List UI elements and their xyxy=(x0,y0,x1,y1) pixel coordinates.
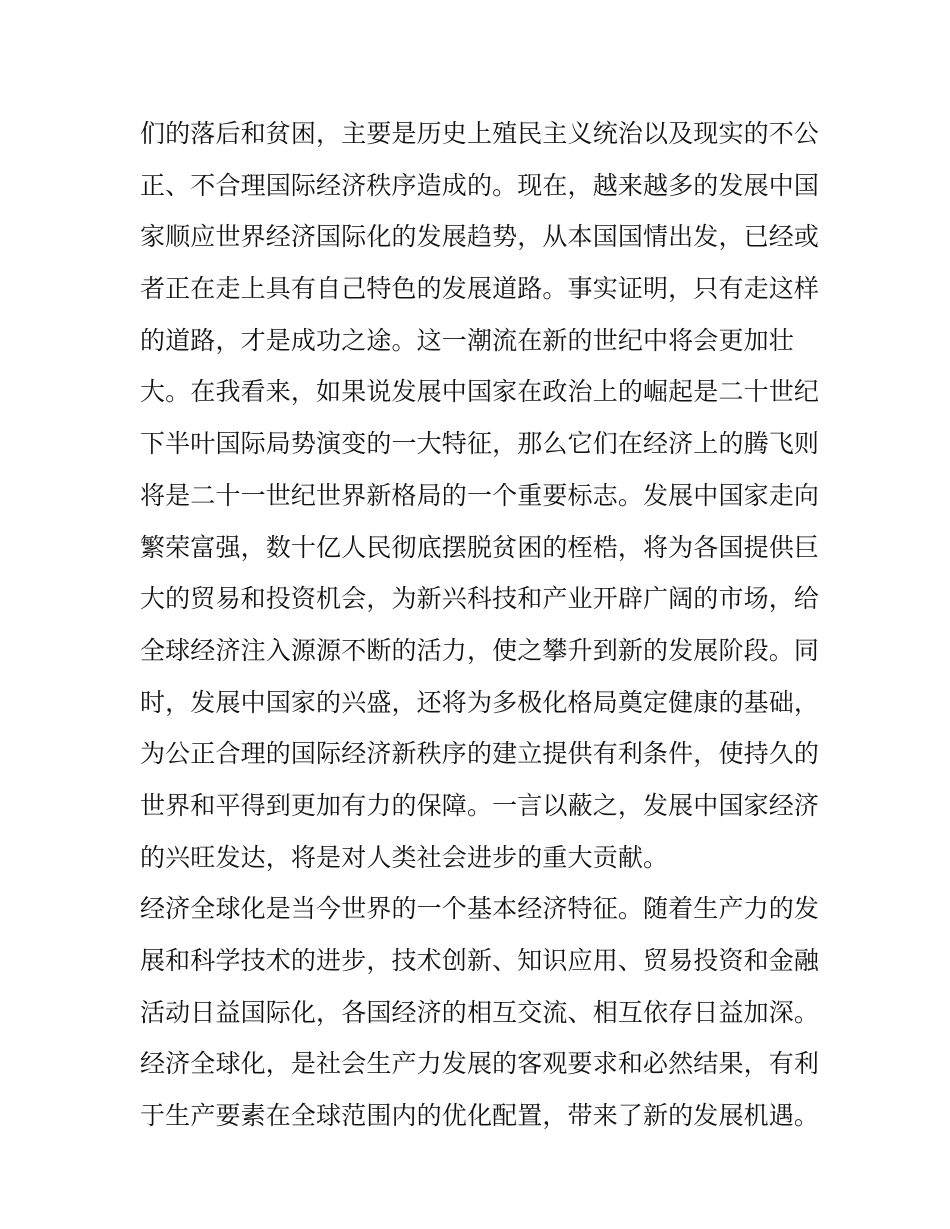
text-line: 大。在我看来，如果说发展中国家在政治上的崛起是二十世纪 xyxy=(140,377,820,407)
text-line: 全球经济注入源源不断的活力，使之攀升到新的发展阶段。同 xyxy=(140,635,820,665)
text-line: 们的落后和贫困，主要是历史上殖民主义统治以及现实的不公 xyxy=(140,119,820,148)
text-line: 下半叶国际局势演变的一大特征，那么它们在经济上的腾飞则 xyxy=(140,429,820,459)
text-line: 时，发展中国家的兴盛，还将为多极化格局奠定健康的基础， xyxy=(140,687,820,717)
text-line: 经济全球化是当今世界的一个基本经济特征。随着生产力的发 xyxy=(140,894,820,924)
text-line: 大的贸易和投资机会，为新兴科技和产业开辟广阔的市场，给 xyxy=(140,584,820,614)
text-line: 经济全球化，是社会生产力发展的客观要求和必然结果，有利 xyxy=(140,1049,820,1079)
body-text xyxy=(140,108,820,1142)
text-line: 于生产要素在全球范围内的优化配置，带来了新的发展机遇。 xyxy=(140,1101,820,1131)
text-line: 正、不合理国际经济秩序造成的。现在，越来越多的发展中国 xyxy=(140,170,820,200)
text-line: 为公正合理的国际经济新秩序的建立提供有利条件，使持久的 xyxy=(140,739,820,769)
text-line: 世界和平得到更加有力的保障。一言以蔽之，发展中国家经济 xyxy=(140,790,820,820)
text-line: 将是二十一世纪世界新格局的一个重要标志。发展中国家走向 xyxy=(140,480,820,510)
text-line: 繁荣富强，数十亿人民彻底摆脱贫困的桎梏，将为各国提供巨 xyxy=(140,532,820,562)
text-line: 的道路，才是成功之途。这一潮流在新的世纪中将会更加壮 xyxy=(140,325,794,355)
text-line: 家顺应世界经济国际化的发展趋势，从本国国情出发，已经或 xyxy=(140,222,820,252)
text-line: 展和科学技术的进步，技术创新、知识应用、贸易投资和金融 xyxy=(140,946,820,975)
text-line: 者正在走上具有自己特色的发展道路。事实证明，只有走这样 xyxy=(140,274,820,304)
text-line: 活动日益国际化，各国经济的相互交流、相互依存日益加深。 xyxy=(140,997,820,1027)
text-line: 的兴旺发达，将是对人类社会进步的重大贡献。 xyxy=(140,842,669,872)
